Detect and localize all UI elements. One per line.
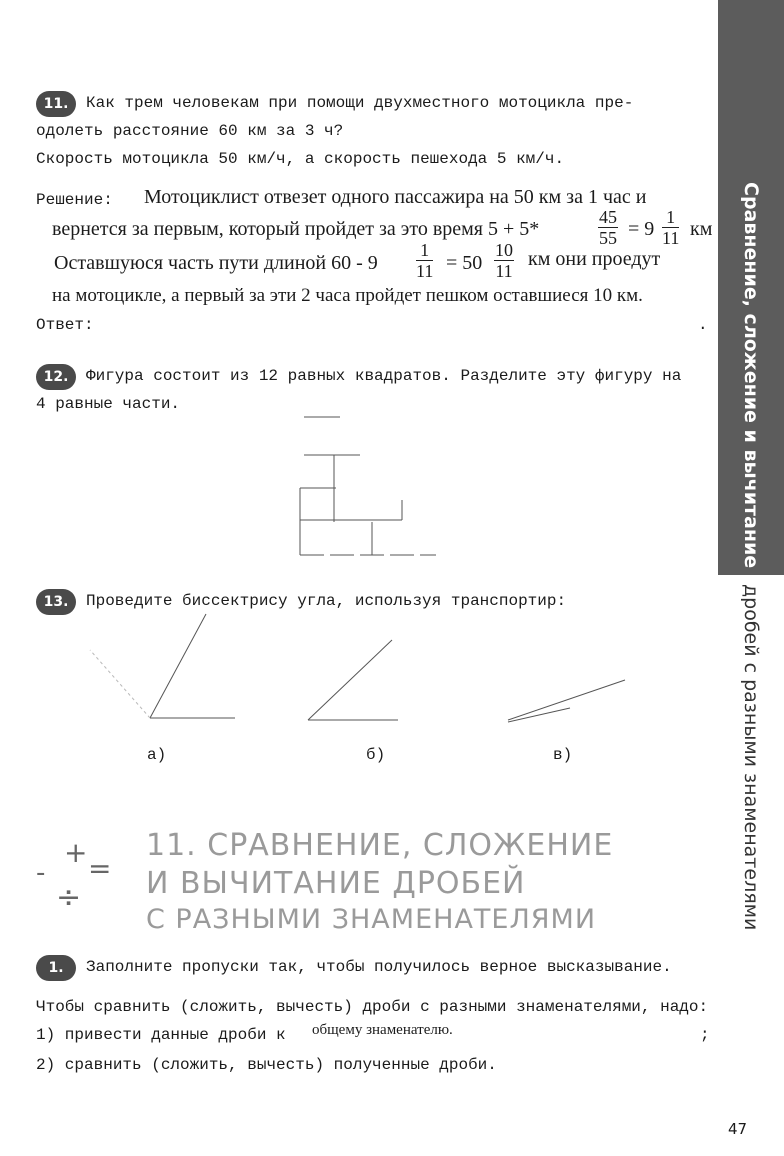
- task-12-line2: 4 равные части.: [36, 395, 181, 413]
- section-heading-line1: 11. СРАВНЕНИЕ, СЛОЖЕНИЕ: [146, 828, 614, 863]
- angle-c-side: [508, 708, 570, 722]
- angles-figure: [80, 600, 640, 735]
- minus-symbol: -: [36, 858, 46, 888]
- section-heading-line3: С РАЗНЫМИ ЗНАМЕНАТЕЛЯМИ: [146, 904, 597, 935]
- fraction-1-11-a: [662, 207, 679, 248]
- task-11-line3: Скорость мотоцикла 50 км/ч, а скорость пешехода 5 км/ч.: [36, 150, 565, 168]
- angle-label-b: б): [366, 746, 386, 764]
- solution-line3: Оставшуюся часть пути длиной 60 - 9: [54, 252, 378, 274]
- solution-line2-unit: км: [690, 218, 713, 240]
- section-heading-line2: И ВЫЧИТАНИЕ ДРОБЕЙ: [146, 866, 526, 901]
- solution-line1: Мотоциклист отвезет одного пассажира на 50 км за 1 час и: [144, 186, 647, 208]
- solution-label: Решение:: [36, 191, 113, 209]
- sidebar-title-dark: Сравнение, сложение и вычитание: [740, 182, 762, 569]
- task-11-line2: одолеть расстояние 60 км за 3 ч?: [36, 122, 344, 140]
- answer-label: Ответ:: [36, 316, 94, 334]
- fraction-10-11: [494, 240, 514, 281]
- plus-symbol: +: [64, 836, 88, 869]
- solution-line3-end: км они проедут: [528, 248, 661, 270]
- angle-b-side: [308, 640, 392, 720]
- angle-c-side: [508, 680, 625, 720]
- equals-symbol: =: [88, 852, 112, 885]
- task-13-badge: 13.: [36, 589, 76, 615]
- task-1-line1: Чтобы сравнить (сложить, вычесть) дроби с разными знаменателями, надо:: [36, 998, 709, 1016]
- fraction-numerator: 45: [599, 207, 617, 227]
- fraction-denominator: 11: [662, 228, 680, 248]
- task-13-text: Проведите биссектрису угла, используя транспортир:: [86, 592, 567, 610]
- page-number: 47: [728, 1120, 748, 1138]
- solution-line4: на мотоцикле, а первый за эти 2 часа пройдет пешком оставшиеся 10 км.: [52, 285, 643, 306]
- task-1-badge: 1.: [36, 955, 76, 981]
- squares-figure: [290, 410, 450, 560]
- fraction-1-11-b: [416, 240, 433, 281]
- sidebar-title-light: дробей с разными знаменателями: [740, 584, 762, 931]
- angle-a-faint: [90, 650, 150, 718]
- angle-label-a: а): [147, 746, 167, 764]
- solution-line3-equals: = 50: [446, 252, 483, 274]
- angle-label-c: в): [553, 746, 573, 764]
- task-11-line1: Как трем человекам при помощи двухместного мотоцикла пре-: [86, 94, 634, 112]
- solution-line2-equals: = 9: [628, 218, 655, 240]
- fraction-denominator: 11: [495, 261, 513, 281]
- task-12-badge: 12.: [36, 364, 76, 390]
- fraction-numerator: 10: [495, 240, 513, 260]
- task-12-line1: Фигура состоит из 12 равных квадратов. Разделите эту фигуру на: [86, 367, 682, 385]
- fraction-denominator: 11: [416, 261, 434, 281]
- answer-dot: .: [698, 316, 708, 334]
- task-11-badge: 11.: [36, 91, 76, 117]
- fraction-numerator: 1: [662, 207, 679, 228]
- task-1-fill-in: общему знаменателю.: [312, 1022, 453, 1038]
- divide-symbol: ÷: [56, 880, 82, 915]
- fraction-numerator: 1: [416, 240, 433, 261]
- task-1-instruction: Заполните пропуски так, чтобы получилось верное высказывание.: [86, 958, 672, 976]
- angle-a-side: [150, 614, 206, 718]
- task-1-line3: 2) сравнить (сложить, вычесть) полученные дроби.: [36, 1056, 497, 1074]
- task-1-semicolon: ;: [700, 1026, 710, 1044]
- task-1-line2: 1) привести данные дроби к: [36, 1026, 286, 1044]
- solution-line2: вернется за первым, который пройдет за это время 5 + 5*: [52, 218, 540, 240]
- fraction-denominator: 55: [599, 228, 617, 248]
- fraction-45-55: [598, 207, 618, 248]
